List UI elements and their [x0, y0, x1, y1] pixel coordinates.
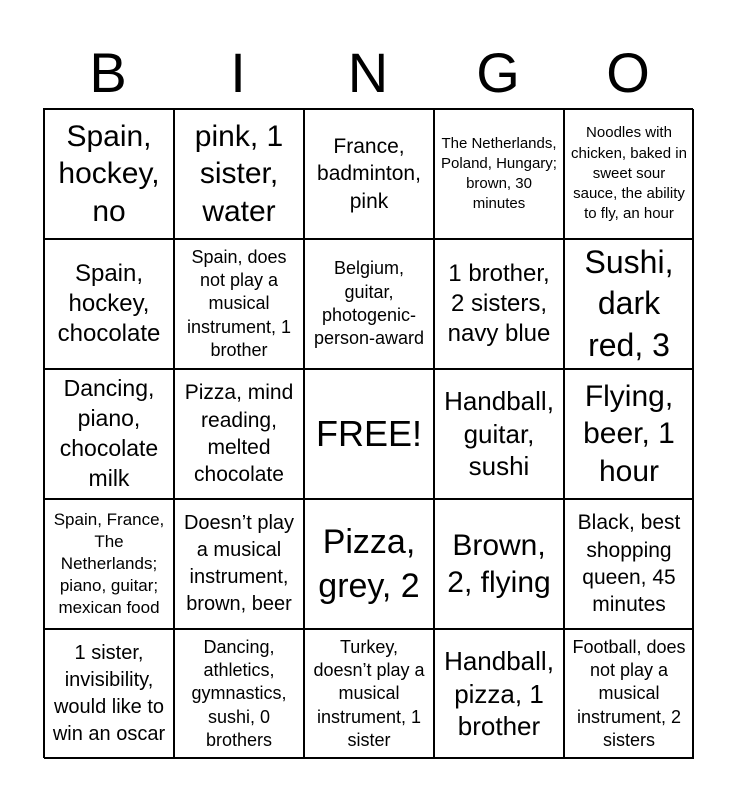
bingo-cell[interactable]: Black, best shopping queen, 45 minutes: [564, 499, 694, 629]
bingo-cell[interactable]: pink, 1 sister, water: [174, 109, 304, 239]
bingo-cell[interactable]: Spain, hockey, no: [44, 109, 174, 239]
bingo-header: [43, 38, 693, 108]
bingo-cell[interactable]: The Netherlands, Poland, Hungary; brown, 30 minutes: [434, 109, 564, 239]
header-letter-i: I: [230, 41, 246, 104]
bingo-cell[interactable]: Spain, hockey, chocolate: [44, 239, 174, 369]
bingo-cell[interactable]: Handball, guitar, sushi: [434, 369, 564, 499]
header-letter-n: N: [347, 41, 389, 104]
header-letter-b: B: [89, 41, 127, 104]
bingo-cell[interactable]: Spain, does not play a musical instrument, 1 brother: [174, 239, 304, 369]
bingo-cell[interactable]: Pizza, grey, 2: [304, 499, 434, 629]
header-letter-o: O: [606, 41, 650, 104]
bingo-cell[interactable]: Belgium, guitar, photogenic-person-award: [304, 239, 434, 369]
bingo-cell[interactable]: Brown, 2, flying: [434, 499, 564, 629]
bingo-cell[interactable]: Dancing, piano, chocolate milk: [44, 369, 174, 499]
bingo-cell[interactable]: Flying, beer, 1 hour: [564, 369, 694, 499]
bingo-cell[interactable]: France, badminton, pink: [304, 109, 434, 239]
bingo-cell[interactable]: Sushi, dark red, 3: [564, 239, 694, 369]
bingo-cell[interactable]: Turkey, doesn’t play a musical instrument, 1 sister: [304, 629, 434, 759]
bingo-cell[interactable]: Football, does not play a musical instrument, 2 sisters: [564, 629, 694, 759]
free-space[interactable]: FREE!: [304, 369, 434, 499]
bingo-cell[interactable]: Pizza, mind reading, melted chocolate: [174, 369, 304, 499]
bingo-cell[interactable]: Handball, pizza, 1 brother: [434, 629, 564, 759]
bingo-cell[interactable]: Noodles with chicken, baked in sweet sour sauce, the ability to fly, an hour: [564, 109, 694, 239]
bingo-cell[interactable]: Doesn’t play a musical instrument, brown, beer: [174, 499, 304, 629]
bingo-grid: [43, 108, 693, 758]
bingo-cell[interactable]: Spain, France, The Netherlands; piano, guitar; mexican food: [44, 499, 174, 629]
bingo-cell[interactable]: Dancing, athletics, gymnastics, sushi, 0 brothers: [174, 629, 304, 759]
bingo-cell[interactable]: 1 brother, 2 sisters, navy blue: [434, 239, 564, 369]
bingo-cell[interactable]: 1 sister, invisibility, would like to win an oscar: [44, 629, 174, 759]
header-letter-g: G: [476, 41, 520, 104]
